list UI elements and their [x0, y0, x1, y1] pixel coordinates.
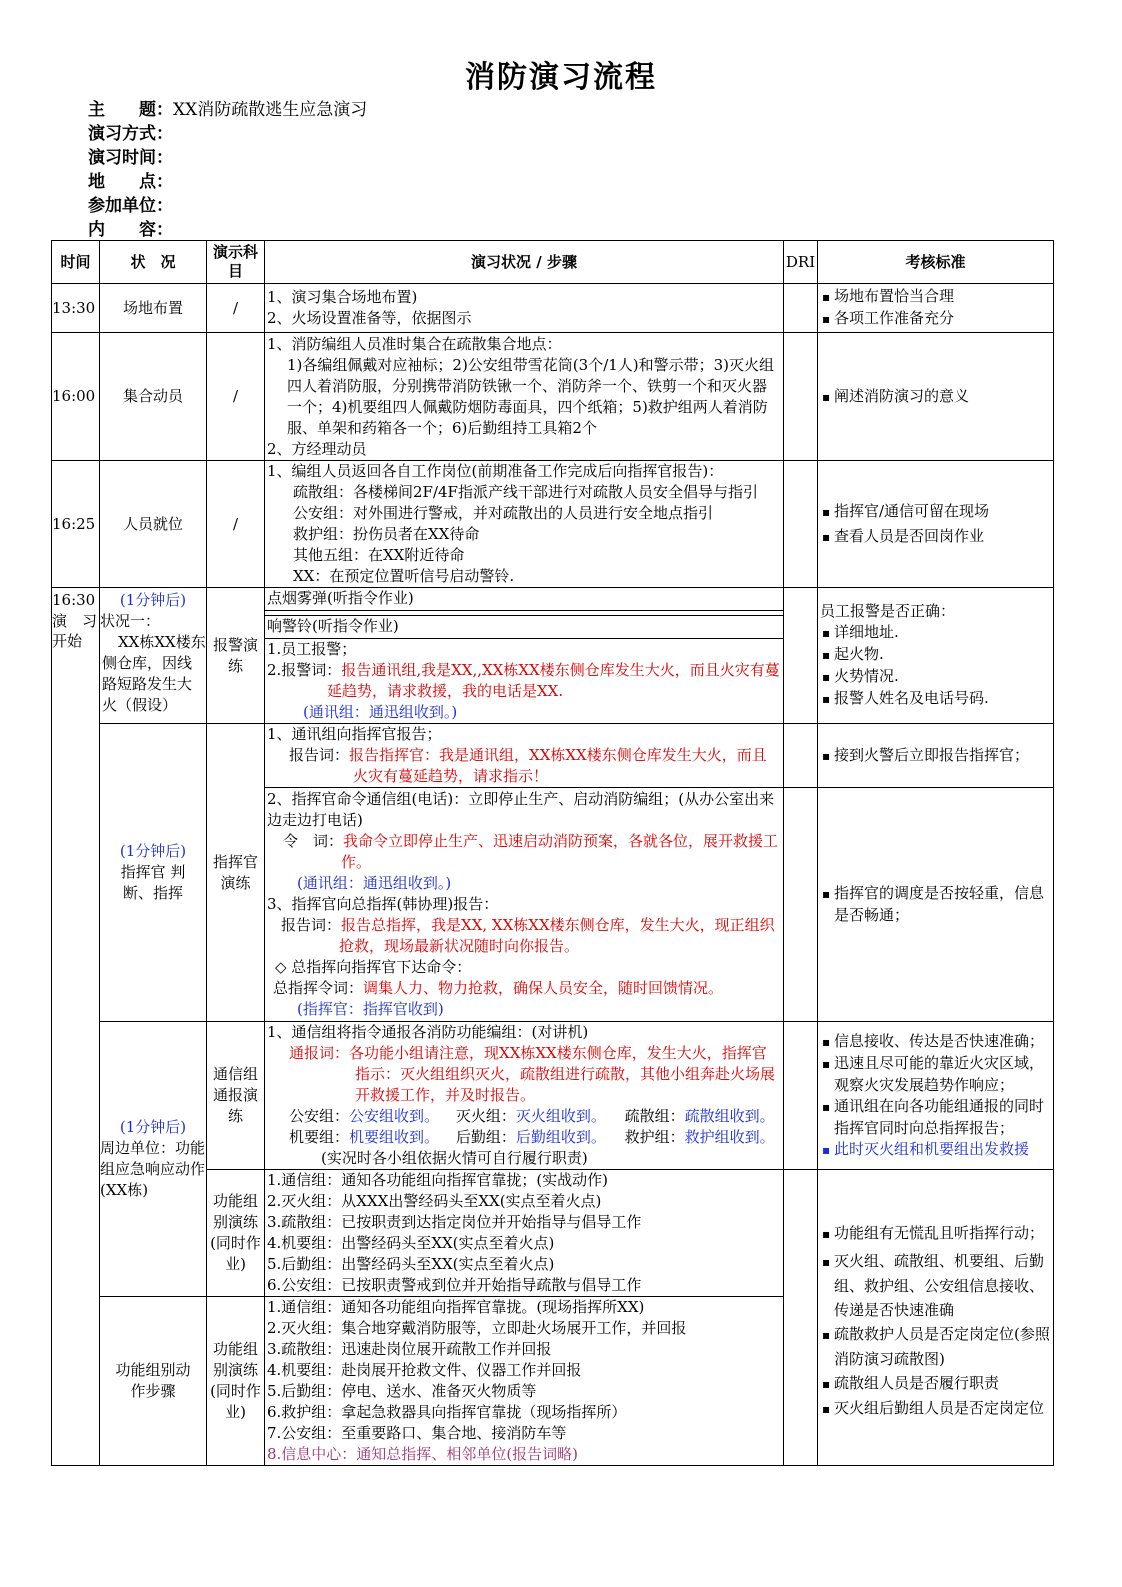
std-item: ▪ 接到火警后立即报告指挥官；	[820, 745, 1051, 767]
step-bell: 响警铃(听指令作业)	[265, 615, 783, 639]
row-status	[100, 1297, 207, 1466]
row-standard	[818, 1022, 1054, 1170]
row-steps	[265, 724, 784, 788]
step-line: 公安组：对外围进行警戒，并对疏散出的人员进行安全地点指引	[293, 504, 714, 522]
std-item: ▪ 疏散组人员是否履行职责	[820, 1371, 1051, 1396]
step-line: 1.通信组：通知各功能组向指挥官靠拢；(实战动作)	[267, 1171, 609, 1189]
header-row	[52, 241, 1054, 284]
header-time: 时间	[52, 241, 100, 284]
time-start: 16:30	[52, 591, 96, 609]
step-report	[265, 660, 783, 702]
header-steps: 演习状况 / 步骤	[265, 241, 784, 284]
row-status	[100, 1022, 207, 1297]
status-text: 指挥官 判断、指挥	[120, 863, 186, 902]
step-line: 3.疏散组：已按职责到达指定岗位并开始指导与倡导工作	[267, 1213, 642, 1231]
std-item: ▪ 疏散救护人员是否定岗定位(参照消防演习疏散图)	[820, 1322, 1051, 1371]
row-subject: 指挥官演练	[207, 724, 265, 1022]
step-prefix: 通报词：	[289, 1044, 350, 1062]
row-standard	[818, 788, 1054, 1022]
row-steps	[265, 788, 784, 1022]
status-note: (1分钟后)	[119, 842, 187, 860]
time-label: 演习时间：	[88, 148, 173, 168]
ack-row	[267, 1106, 781, 1127]
page-title: 消防演习流程	[465, 60, 657, 95]
ack-label: 灭火组：	[455, 1107, 516, 1125]
table-row	[52, 724, 1054, 788]
std-item: ▪ 火势情况.	[820, 666, 1051, 688]
topic-label: 主 题：	[88, 100, 173, 120]
step-line: 2.灭火组：集合地穿戴消防服等，立即赴火场展开工作，并回报	[267, 1319, 687, 1337]
ack-label: 公安组：	[289, 1107, 350, 1125]
step-line: 1.通信组：通知各功能组向指挥官靠拢。(现场指挥所XX)	[267, 1298, 645, 1316]
table-row	[52, 1022, 1054, 1170]
row-dri	[784, 461, 818, 588]
std-item: ▪ 功能组有无慌乱且听指挥行动；	[820, 1223, 1051, 1245]
row-dri	[784, 1022, 818, 1170]
row-steps	[265, 588, 784, 724]
status-text: XX栋XX楼东侧仓库，因线路短路发生大火（假设）	[102, 633, 206, 714]
std-item: ▪ 起火物.	[820, 644, 1051, 666]
step-line: 8.信息中心：通知总指挥、相邻单位(报告词略)	[267, 1445, 579, 1463]
step-red: 各功能小组请注意，现XX栋XX楼东侧仓库，发生大火，指挥官指示：灭火组组织灭火，疏散组进行疏散，其他小组奔赴火场展开救援工作，并及时报告。	[349, 1044, 776, 1104]
step-ack: (指挥官：指挥官收到)	[297, 1000, 444, 1018]
step-line: 7.公安组：至重要路口、集合地、接消防车等	[267, 1424, 567, 1442]
ack-row	[267, 1127, 781, 1148]
step-prefix: 报告词：	[289, 746, 350, 764]
header-status: 状 况	[100, 241, 207, 284]
step-line: 2、方经理动员	[267, 439, 367, 458]
step-ack: (通讯组：通迅组收到。)	[297, 874, 452, 892]
row-subject: /	[207, 284, 265, 333]
drill-table	[51, 240, 1054, 1466]
std-item: ▪ 指挥官/通信可留在现场	[820, 501, 1051, 523]
step-line: 1.员工报警；	[267, 640, 357, 658]
header-standard: 考核标准	[818, 241, 1054, 284]
step-report	[267, 915, 781, 957]
step-note: (实况时各小组依据火情可自行履行职责)	[321, 1149, 588, 1167]
time-start-label: 演 习 开始	[52, 612, 98, 650]
place-label: 地 点：	[88, 172, 173, 192]
step-line: 1、编组人员返回各自工作岗位(前期准备工作完成后向指挥官报告)：	[267, 462, 724, 480]
std-item: ▪ 查看人员是否回岗作业	[820, 526, 1051, 548]
step-prefix: 报告词：	[281, 916, 342, 934]
row-dri	[784, 588, 818, 724]
content-label: 内 容：	[88, 220, 173, 240]
row-subject: 功能组别演练(同时作业)	[207, 1297, 265, 1466]
std-item: ▪ 指挥官的调度是否按轻重，信息是否畅通；	[820, 883, 1051, 926]
meta-block	[88, 98, 367, 242]
step-line: 4.机要组：出警经码头至XX(实点至着火点)	[267, 1234, 555, 1252]
status-label: 状况一：	[100, 612, 161, 630]
row-dri	[784, 1170, 818, 1466]
row-steps	[265, 1022, 784, 1170]
step-line: 其他五组：在XX附近待命	[293, 546, 465, 564]
step-line: 5.后勤组：出警经码头至XX(实点至着火点)	[267, 1255, 555, 1273]
row-steps	[265, 1297, 784, 1466]
table-row	[52, 461, 1054, 588]
step-line: 救护组：扮伤员者在XX待命	[293, 525, 480, 543]
step-line: 1、消防编组人员准时集合在疏散集合地点：	[267, 334, 562, 353]
row-dri	[784, 724, 818, 788]
std-item: ▪ 通讯组在向各功能组通报的同时指挥官同时向总指挥报告；	[820, 1096, 1051, 1139]
step-general	[267, 978, 781, 999]
step-line: 2.灭火组：从XXX出警经码头至XX(实点至着火点)	[267, 1192, 602, 1210]
row-status: 人员就位	[100, 461, 207, 588]
row-dri	[784, 333, 818, 461]
step-line: 疏散组：各楼梯间2F/4F指派产线干部进行对疏散人员安全倡导与指引	[293, 483, 758, 501]
row-steps	[265, 284, 784, 333]
row-time	[52, 588, 100, 1466]
step-prefix: 2.报警词：	[267, 661, 342, 679]
method-label: 演习方式：	[88, 124, 173, 144]
row-status: 集合动员	[100, 333, 207, 461]
std-item: ▪ 迅速且尽可能的靠近火灾区域，观察火灾发展趋势作响应；	[820, 1053, 1051, 1096]
row-subject: 功能组别演练(同时作业)	[207, 1170, 265, 1297]
units-label: 参加单位：	[88, 196, 173, 216]
step-line: ◇ 总指挥向指挥官下达命令：	[275, 958, 472, 976]
ack-label: 救护组：	[624, 1128, 685, 1146]
table-row	[52, 284, 1054, 333]
row-status: 场地布置	[100, 284, 207, 333]
step-prefix: 令 词：	[283, 832, 344, 850]
ack-value: 救护组收到。	[684, 1128, 775, 1146]
step-red: 报告总指挥，我是XX, XX栋XX楼东侧仓库，发生大火，现正组织抢救，现场最新状况随时向你报告。	[339, 916, 775, 955]
row-standard	[818, 1170, 1054, 1466]
step-line: XX：在预定位置听信号启动警铃.	[293, 567, 515, 585]
std-item: ▪ 详细地址.	[820, 622, 1051, 644]
step-report	[267, 745, 781, 787]
row-standard	[818, 333, 1054, 461]
step-line: 1、通讯组向指挥官报告；	[267, 725, 442, 743]
row-status	[100, 724, 207, 1022]
row-steps	[265, 333, 784, 461]
step-line: 4.机要组：赴岗展开抢救文件、仪器工作并回报	[267, 1361, 582, 1379]
step-line: 6.公安组：已按职责警戒到位并开始指导疏散与倡导工作	[267, 1276, 642, 1294]
step-red: 报告通讯组,我是XX,,XX栋XX楼东侧仓库发生大火，而且火灾有蔓延趋势，请求救援，我的电话是XX.	[327, 661, 780, 700]
step-smoke: 点烟雾弹(听指令作业)	[265, 588, 783, 611]
row-dri	[784, 284, 818, 333]
status-note: (1分钟后)	[119, 1118, 187, 1136]
std-item: ▪ 各项工作准备充分	[820, 308, 1051, 330]
row-time: 16:25	[52, 461, 100, 588]
std-head: 员工报警是否正确：	[820, 602, 956, 620]
status-text: 周边单位：功能组应急响应动作(XX栋)	[100, 1139, 206, 1199]
status-note: (1分钟后)	[119, 591, 187, 609]
step-line: 6.救护组：拿起急救器具向指挥官靠拢（现场指挥所）	[267, 1403, 627, 1421]
ack-label: 机要组：	[289, 1128, 350, 1146]
ack-value: 灭火组收到。	[515, 1107, 606, 1125]
row-subject: /	[207, 461, 265, 588]
std-item: ▪ 灭火组后勤组人员是否定岗定位	[820, 1396, 1051, 1421]
std-item: ▪ 此时灭火组和机要组出发救援	[820, 1139, 1051, 1161]
ack-value: 疏散组收到。	[684, 1107, 775, 1125]
row-standard	[818, 588, 1054, 724]
std-item: ▪ 报警人姓名及电话号码.	[820, 688, 1051, 710]
step-red: 我命令立即停止生产、迅速启动消防预案，各就各位，展开救援工作。	[341, 832, 779, 871]
std-item: ▪ 信息接收、传达是否快速准确；	[820, 1031, 1051, 1053]
row-subject: 通信组通报演练	[207, 1022, 265, 1170]
step-line: 1、演习集合场地布置)	[267, 288, 418, 306]
ack-label: 疏散组：	[624, 1107, 685, 1125]
row-standard	[818, 724, 1054, 788]
step-notify	[267, 1043, 781, 1106]
std-item: ▪ 灭火组、疏散组、机要组、后勤组、救护组、公安组信息接收、传递是否快速准确	[820, 1249, 1051, 1322]
row-time: 13:30	[52, 284, 100, 333]
row-standard	[818, 284, 1054, 333]
step-red: 报告指挥官：我是通讯组，XX栋XX楼东侧仓库发生大火，而且火灾有蔓延趋势，请求指示！	[349, 746, 767, 785]
step-detail: 1)各编组佩戴对应袖标；2)公安组带雪花筒(3个/1人)和警示带；3)灭火组四人着消防服，分别携带消防铁锹一个、消防斧一个、铁剪一个和灭火器一个；4)机要组四人佩戴防烟防毒面具，四个纸箱；5)救护组两人着消防服、单架和药箱各一个；6)后勤组持工具箱2个	[287, 355, 775, 437]
step-line: 1、通信组将指令通报各消防功能编组：(对讲机)	[267, 1023, 589, 1041]
step-red: 调集人力、物力抢救，确保人员安全，随时回馈情况。	[363, 979, 724, 997]
row-status	[100, 588, 207, 724]
header-subject: 演示科目	[207, 241, 265, 284]
step-line: 5.后勤组：停电、送水、准备灭火物质等	[267, 1382, 537, 1400]
std-item: ▪ 场地布置恰当合理	[820, 286, 1051, 308]
status-text: 功能组别动作步骤	[115, 1361, 191, 1400]
step-line: 2、火场设置准备等，依据图示	[267, 309, 472, 327]
std-item: ▪ 阐述消防演习的意义	[820, 386, 1051, 408]
row-steps	[265, 1170, 784, 1297]
step-prefix: 总指挥令词：	[273, 979, 364, 997]
row-subject: 报警演练	[207, 588, 265, 724]
table-row	[52, 333, 1054, 461]
header-dri: DRI	[784, 241, 818, 284]
table-row	[52, 588, 1054, 724]
ack-label: 后勤组：	[455, 1128, 516, 1146]
row-dri	[784, 788, 818, 1022]
row-time: 16:00	[52, 333, 100, 461]
step-ack: (通讯组：通迅组收到。)	[303, 703, 458, 721]
step-line: 2、指挥官命令通信组(电话)：立即停止生产、启动消防编组；(从办公室出来边走边打电话)	[267, 790, 775, 829]
step-command	[267, 831, 781, 873]
ack-value: 机要组收到。	[349, 1128, 440, 1146]
row-steps	[265, 461, 784, 588]
step-line: 3、指挥官向总指挥(韩协理)报告：	[267, 895, 499, 913]
row-standard	[818, 461, 1054, 588]
step-line: 3.疏散组：迅速赴岗位展开疏散工作并回报	[267, 1340, 552, 1358]
ack-value: 公安组收到。	[349, 1107, 440, 1125]
topic-value: XX消防疏散逃生应急演习	[173, 100, 368, 120]
row-subject: /	[207, 333, 265, 461]
ack-value: 后勤组收到。	[515, 1128, 606, 1146]
